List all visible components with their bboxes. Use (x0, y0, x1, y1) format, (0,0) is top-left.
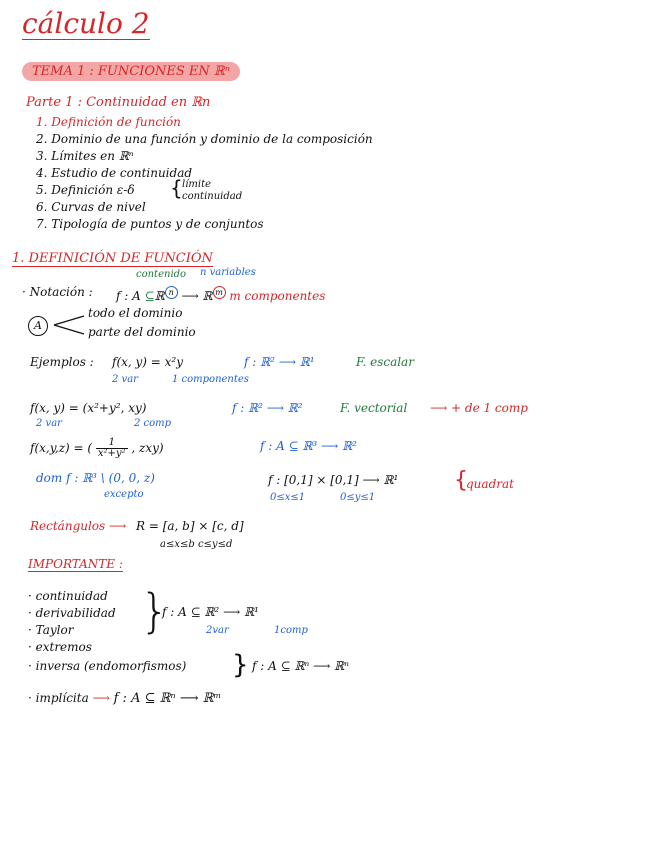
importante-brace-icon: } (140, 584, 170, 638)
ejemplos-label: Ejemplos : (30, 355, 94, 369)
implicita-formula: f : A ⊆ ℝⁿ ⟶ ℝᵐ (113, 691, 222, 706)
A-option: parte del dominio (88, 325, 196, 339)
toc-item: 7. Tipología de puntos y de conjuntos (36, 217, 264, 231)
section-heading: 1. DEFINICIÓN DE FUNCIÓN (12, 251, 213, 266)
toc-item (36, 116, 181, 128)
implicita-row (28, 692, 221, 705)
example2-note: 2 var (36, 418, 62, 429)
square-label: quadrat (466, 477, 514, 491)
example3-prefix: f(x,y,z) = ( (30, 441, 93, 455)
formula-left: f : A (116, 289, 141, 303)
domain-formula: dom f : ℝ³ \ (0, 0, z) (36, 471, 155, 485)
arrow: ⟶ (181, 289, 199, 303)
square-brace-icon: { (454, 468, 468, 493)
importante-brace2-icon: } (232, 650, 249, 680)
toc-item-text: 1. Definición de función (36, 115, 181, 129)
fraction (96, 438, 128, 459)
tema-heading: TEMA 1 : FUNCIONES EN ℝⁿ (22, 62, 240, 81)
importante-map2: f : A ⊆ ℝⁿ ⟶ ℝⁿ (252, 659, 349, 673)
notation-label: · Notación : (22, 285, 93, 299)
toc-brace-item: límite (182, 179, 212, 190)
importante-item: · continuidad (28, 589, 108, 603)
toc-item: 2. Dominio de una función y dominio de la composición (36, 132, 373, 146)
example3-suffix: , zxy) (131, 441, 164, 455)
importante-map1-note: 1comp (274, 625, 308, 636)
toc-item: 4. Estudio de continuidad (36, 166, 193, 180)
example1-formula: f(x, y) = x²y (112, 355, 184, 369)
R-symbol: ℝ (154, 289, 165, 303)
contenido-note: contenido (136, 269, 187, 280)
implicita-label: · implícita (28, 691, 89, 705)
n-variables-note: n variables (200, 267, 256, 278)
example2-formula: f(x, y) = (x²+y², xy) (30, 401, 147, 415)
example2-type: F. vectorial (340, 401, 408, 415)
rect-condition: a≤x≤b c≤y≤d (160, 539, 233, 550)
importante-heading: IMPORTANTE : (28, 557, 123, 571)
fraction-numerator: 1 (96, 438, 128, 449)
example1-note: 2 var (112, 374, 138, 385)
subset-symbol: ⊆ (144, 289, 155, 303)
toc-item: 6. Curvas de nivel (36, 200, 146, 214)
parte-heading: Parte 1 : Continuidad en ℝn (26, 95, 211, 110)
importante-item: · extremos (28, 640, 92, 654)
page-title: cálculo 2 (22, 7, 150, 40)
importante-item: · derivabilidad (28, 606, 116, 620)
example2-extra: ⟶ + de 1 comp (430, 401, 528, 415)
example2-note: 2 comp (134, 418, 172, 429)
example3-formula (30, 438, 164, 459)
importante-map1: f : A ⊆ ℝ² ⟶ ℝ¹ (162, 605, 259, 619)
toc-brace-icon: { (170, 176, 183, 200)
square-condition: 0≤y≤1 (340, 492, 376, 503)
toc-item: 5. Definición ε-δ (36, 183, 135, 197)
fraction-denominator: x²+y² (97, 448, 126, 459)
example1-map: f : ℝ² ⟶ ℝ¹ (244, 355, 315, 369)
rect-formula: R = [a, b] × [c, d] (136, 519, 244, 533)
rect-label: Rectángulos ⟶ (30, 519, 127, 533)
toc-brace-item: continuidad (182, 191, 243, 202)
A-circle-label: A (28, 316, 48, 336)
example3-map: f : A ⊆ ℝ³ ⟶ ℝ² (260, 439, 357, 453)
n-exponent: n (165, 286, 178, 299)
toc-item: 3. Límites en ℝⁿ (36, 149, 134, 163)
implicita-arrow: ⟶ (92, 691, 110, 705)
importante-item: · Taylor (28, 623, 74, 637)
example2-map: f : ℝ² ⟶ ℝ² (232, 401, 303, 415)
domain-note: excepto (104, 489, 144, 500)
m-componentes-note: m componentes (229, 289, 326, 303)
importante-map1-note: 2var (206, 625, 229, 636)
square-condition: 0≤x≤1 (270, 492, 306, 503)
branch-arrow-icon (52, 312, 88, 338)
square-map: f : [0,1] × [0,1] ⟶ ℝ¹ (268, 473, 399, 487)
m-exponent: m (213, 286, 226, 299)
R-symbol: ℝ (202, 289, 213, 303)
notation-formula (116, 286, 325, 302)
A-option: todo el dominio (88, 306, 183, 320)
example1-type: F. escalar (356, 355, 414, 369)
importante-item: · inversa (endomorfismos) (28, 659, 187, 673)
example1-note: 1 componentes (172, 374, 249, 385)
